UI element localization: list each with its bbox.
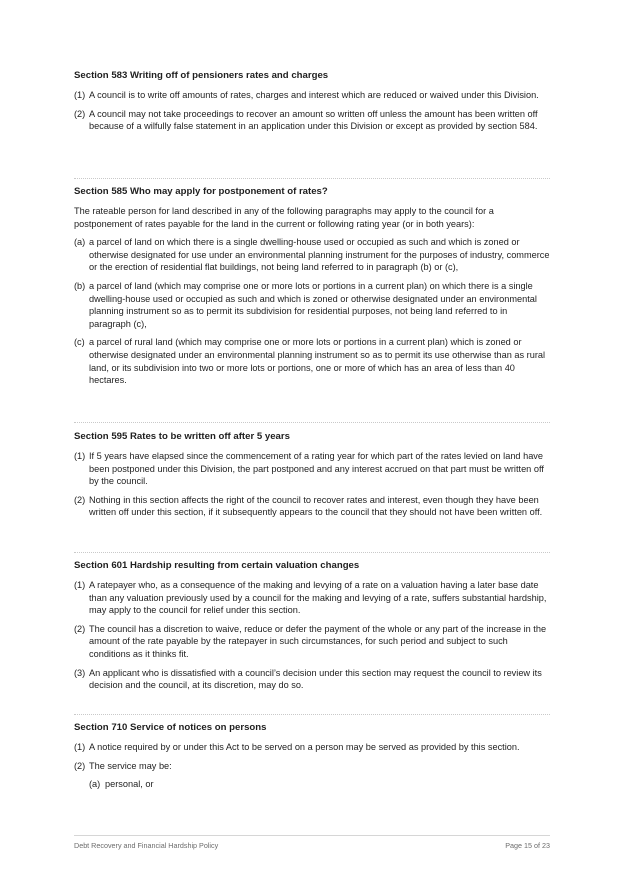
clause [74,108,550,133]
clause-text: Nothing in this section affects the right of the council to recover rates and interest, even though they have been written off under this section, if it subsequently appears to the council that they should not have been written off. [89,494,543,518]
clause-number: (1) [74,742,86,752]
paragraph-item [74,236,550,274]
paragraph-letter: (b) [74,280,86,291]
section-heading: Section 583 Writing off of pensioners rates and charges [74,70,329,81]
footer-document-title: Debt Recovery and Financial Hardship Policy [74,841,219,850]
paragraph-text: a parcel of rural land (which may comprise one or more lots or portions in a current plan) which is zoned or otherwise designated under an environmental planning instrument so as to permit its use otherwise than as rural land, or its subdivision into two or more lots or portions, one or more of which has an area of less than 40 hectares. [89,337,546,386]
clause [74,494,550,519]
section-divider [74,552,550,553]
clause [74,623,550,661]
footer-page-number: Page 15 of 23 [505,841,550,850]
section-intro: The rateable person for land described in any of the following paragraphs may apply to the council for a postponement of rates payable for the land in the current or following rating year (or in both years): [74,206,494,229]
section-601 [74,560,550,698]
clause-number: (2) [74,760,86,771]
section-heading: Section 710 Service of notices on persons [74,722,267,733]
section-595 [74,431,550,525]
paragraph-text: a parcel of land (which may comprise one or more lots or portions in a current plan) on which there is a single dwelling-house used or occupied as such and which is zoned or otherwise designated under an environmental planning instrument so as to permit its subdivision for residential purposes, not being land referred to in paragraph (c), [89,280,537,329]
clause-number: (2) [74,108,86,119]
clause [74,579,550,617]
section-heading: Section 601 Hardship resulting from certain valuation changes [74,560,360,571]
clause [74,760,550,773]
clause [74,667,550,692]
section-divider [74,422,550,423]
clause-text: A notice required by or under this Act to be served on a person may be served as provided by this section. [89,742,520,752]
section-heading: Section 585 Who may apply for postponement of rates? [74,186,328,197]
sub-paragraph-letter: (a) [89,779,101,790]
sub-paragraph-text: personal, or [105,779,154,790]
section-583 [74,70,550,139]
section-710 [74,722,550,791]
clause-text: A council is to write off amounts of rates, charges and interest which are reduced or waived under this Division. [89,90,539,100]
clause-number: (3) [74,667,86,678]
section-585 [74,186,550,393]
clause-text: A ratepayer who, as a consequence of the making and levying of a rate on a valuation having a later base date than any valuation previously used by a council for the making and levying of a rate, suffers substantial hardship, may apply to the council for relief under this section. [89,580,547,616]
page-footer [74,835,550,850]
clause [74,741,550,754]
clause-number: (1) [74,451,86,461]
clause [74,450,550,488]
clause-text: If 5 years have elapsed since the commencement of a rating year for which part of the rates levied on land have been postponed under this Division, the part postponed and any interest accrued on that part must be written off by the council. [89,451,544,487]
paragraph-item [74,280,550,330]
section-heading: Section 595 Rates to be written off after 5 years [74,431,290,442]
clause-number: (2) [74,623,86,634]
clause-text: An applicant who is dissatisfied with a council’s decision under this section may request the council to review its decision and the council, at its discretion, may do so. [89,667,542,691]
clause [74,89,550,102]
section-divider [74,178,550,179]
paragraph-letter: (c) [74,337,85,348]
clause-number: (1) [74,580,86,590]
sub-paragraph [74,778,550,791]
clause-number: (1) [74,90,86,100]
clause-text: The service may be: [89,760,172,771]
clause-text: The council has a discretion to waive, reduce or defer the payment of the whole or any part of the increase in the amount of the rate payable by the ratepayer in such circumstances, for such period and subject to such conditions as it thinks fit. [89,623,547,659]
clause-text: A council may not take proceedings to recover an amount so written off unless the amount has been written off because of a wilfully false statement in an application under this Division or except as provided by section 584. [89,108,538,132]
paragraph-text: a parcel of land on which there is a single dwelling-house used or occupied as such and which is zoned or otherwise designated for use under an environmental planning instrument for the purposes of industry, commerce or the erection of residential flat buildings, not being land referred to in paragraph (b) or (c), [89,237,550,273]
clause-number: (2) [74,494,86,505]
paragraph-item [74,336,550,386]
paragraph-letter: (a) [74,237,86,248]
section-divider [74,714,550,715]
